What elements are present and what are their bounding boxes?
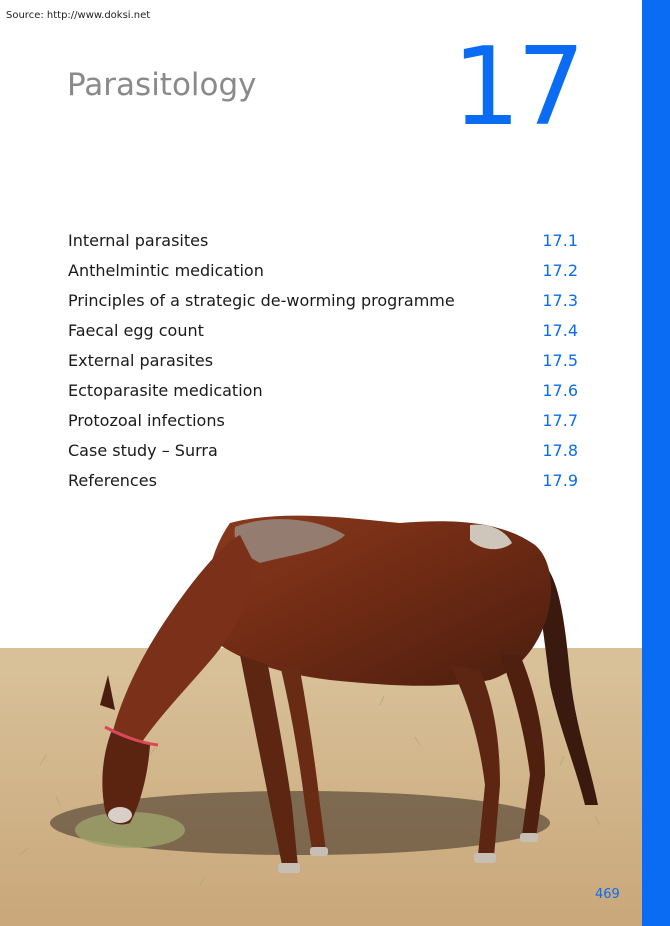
toc-item[interactable] <box>68 435 578 465</box>
toc-item-section: 17.7 <box>542 410 578 430</box>
toc-item-label: Internal parasites <box>68 230 209 250</box>
horse-muzzle <box>108 807 132 823</box>
toc-item-section: 17.3 <box>542 290 578 310</box>
toc-item[interactable] <box>68 345 578 375</box>
toc-item-label: External parasites <box>68 350 214 370</box>
toc-item[interactable] <box>68 285 578 315</box>
toc-item-label: References <box>68 470 157 490</box>
horse-photo <box>0 505 642 926</box>
toc-item-label: Principles of a strategic de-worming programme <box>68 290 455 310</box>
toc-item[interactable] <box>68 315 578 345</box>
toc-item-section: 17.2 <box>542 260 578 280</box>
chapter-number: 17 <box>452 25 582 150</box>
toc-item[interactable] <box>68 375 578 405</box>
toc-item-section: 17.4 <box>542 320 578 340</box>
toc-item-label: Faecal egg count <box>68 320 204 340</box>
ground <box>0 648 642 926</box>
toc-item-section: 17.8 <box>542 440 578 460</box>
table-of-contents <box>68 225 578 495</box>
toc-item-section: 17.1 <box>542 230 578 250</box>
chapter-title: Parasitology <box>67 66 257 103</box>
toc-item-label: Anthelmintic medication <box>68 260 264 280</box>
toc-item[interactable] <box>68 255 578 285</box>
toc-item-label: Case study – Surra <box>68 440 218 460</box>
toc-item[interactable] <box>68 465 578 495</box>
toc-item[interactable] <box>68 405 578 435</box>
toc-item[interactable] <box>68 225 578 255</box>
chapter-side-bar <box>642 0 670 926</box>
page-number: 469 <box>595 887 620 902</box>
toc-item-label: Protozoal infections <box>68 410 225 430</box>
source-credit: Source: http://www.doksi.net <box>6 10 151 21</box>
toc-item-label: Ectoparasite medication <box>68 380 263 400</box>
toc-item-section: 17.5 <box>542 350 578 370</box>
toc-item-section: 17.9 <box>542 470 578 490</box>
toc-item-section: 17.6 <box>542 380 578 400</box>
